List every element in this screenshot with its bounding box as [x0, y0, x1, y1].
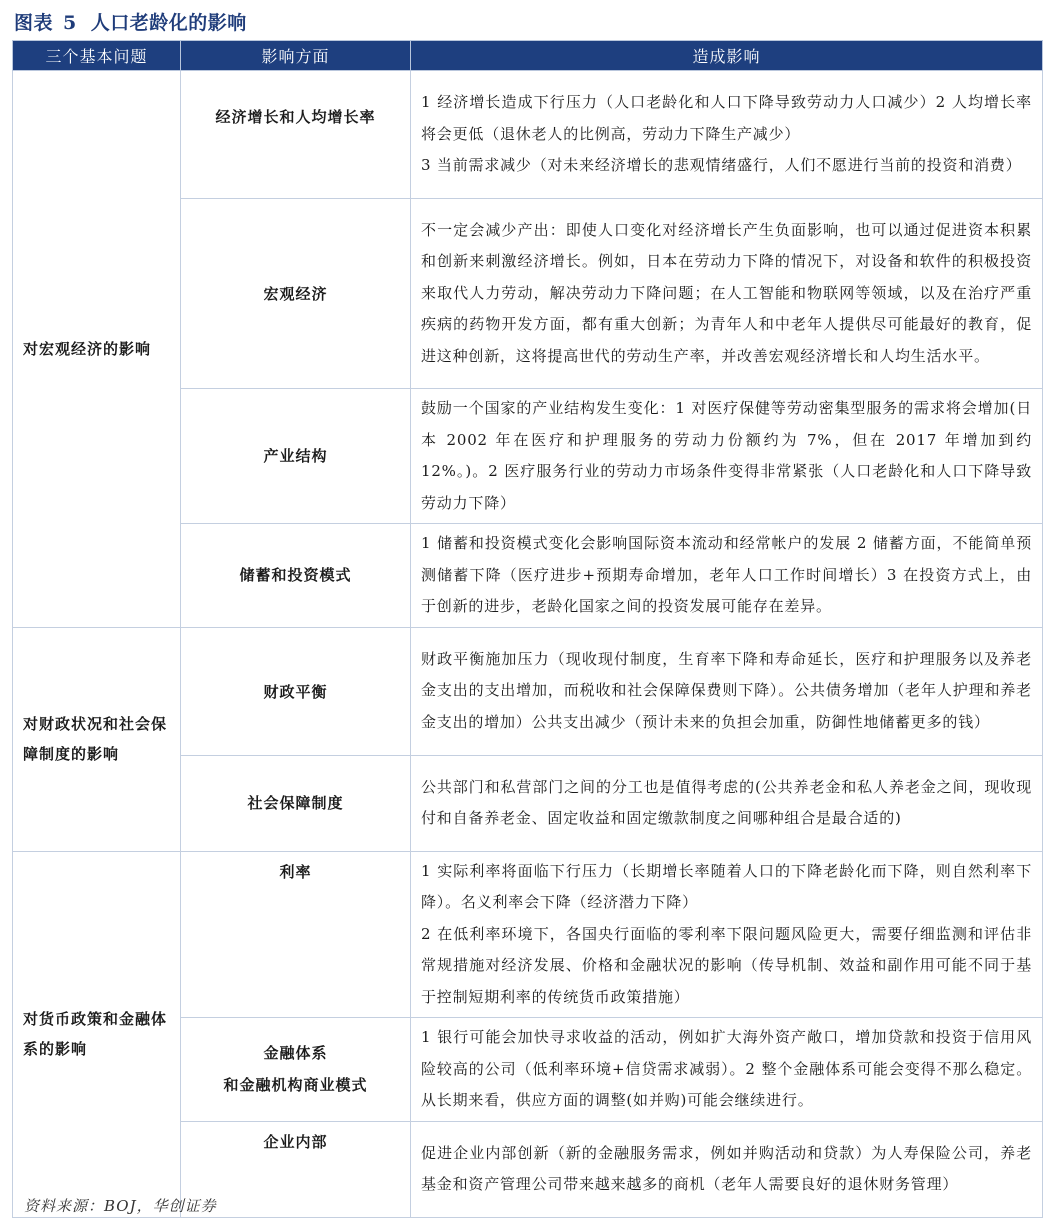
header-basic-issues: 三个基本问题 [13, 41, 181, 71]
effect-paragraph: 1 实际利率将面临下行压力（长期增长率随着人口的下降老龄化而下降，则自然利率下降）。名义利率会下降（经济潜力下降） [421, 861, 1032, 911]
effect-paragraph: 1 经济增长造成下行压力（人口老龄化和人口下降导致劳动力人口减少）2 人均增长率将会更低（退休老人的比例高，劳动力下降生产减少） [421, 93, 1032, 143]
effect-cell [411, 199, 1043, 389]
aspect-social-security: 社会保障制度 [181, 755, 411, 851]
effect-cell [411, 524, 1043, 628]
aspect-macro-economy: 宏观经济 [181, 199, 411, 389]
table-row [13, 71, 1043, 199]
aspect-fiscal-balance: 财政平衡 [181, 627, 411, 755]
effect-cell [411, 71, 1043, 199]
figure-label: 图表 [14, 12, 54, 34]
effect-paragraph: 1 储蓄和投资模式变化会影响国际资本流动和经常帐户的发展 2 储蓄方面，不能简单预测储蓄下降（医疗进步+预期寿命增加，老年人口工作时间增长）3 在投资方式上，由于创新的进步，老龄化国家之间的投资发展可能存在差异。 [421, 534, 1032, 615]
effect-paragraph: 3 当前需求减少（对未来经济增长的悲观情绪盛行，人们不愿进行当前的投资和消费） [421, 156, 1022, 175]
table-row [13, 627, 1043, 755]
effect-cell [411, 851, 1043, 1018]
effect-paragraph: 财政平衡施加压力（现收现付制度，生育率下降和寿命延长，医疗和护理服务以及养老金支出的支出增加，而税收和社会保障保费则下降）。公共债务增加（老年人护理和养老金支出的增加）公共支出减少（预计未来的负担会加重，防御性地储蓄更多的钱） [421, 649, 1032, 731]
figure-title-text: 人口老龄化的影响 [90, 12, 247, 34]
effect-cell [411, 1018, 1043, 1122]
aspect-enterprise-internal: 企业内部 [181, 1121, 411, 1217]
effect-cell [411, 627, 1043, 755]
figure-number: 5 [63, 12, 77, 34]
table-header-row [13, 41, 1043, 71]
aspect-interest-rate: 利率 [181, 851, 411, 1018]
effect-paragraph: 鼓励一个国家的产业结构发生变化：1 对医疗保健等劳动密集型服务的需求将会增加(日本 2002 年在医疗和护理服务的劳动力份额约为 7%，但在 2017 年增加到约 12%。)。2 医疗服务行业的劳动力市场条件变得非常紧张（人口老龄化和人口下降导致劳动力下降） [421, 399, 1032, 512]
group-fiscal-social-security: 对财政状况和社会保障制度的影响 [13, 627, 181, 851]
effect-paragraph: 不一定会减少产出：即使人口变化对经济增长产生负面影响，也可以通过促进资本积累和创新来刺激经济增长。例如，日本在劳动力下降的情况下，对设备和软件的积极投资来取代人力劳动，解决劳动力下降问题；在人工智能和物联网等领域，以及在治疗严重疾病的药物开发方面，都有重大创新；为青年人和中老年人提供尽可能最好的教育，促进这种创新，这将提高世代的劳动生产率，并改善宏观经济增长和人均生活水平。 [421, 220, 1032, 365]
effect-paragraph: 公共部门和私营部门之间的分工也是值得考虑的(公共养老金和私人养老金之间，现收现付和自备养老金、固定收益和固定缴款制度之间哪种组合是最合适的) [421, 777, 1032, 827]
aspect-line: 和金融机构商业模式 [223, 1076, 368, 1095]
aspect-saving-investment: 储蓄和投资模式 [181, 524, 411, 628]
figure-title [14, 8, 247, 38]
effect-paragraph: 促进企业内部创新（新的金融服务需求，例如并购活动和贷款）为人寿保险公司，养老基金和资产管理公司带来越来越多的商机（老年人需要良好的退休财务管理） [421, 1143, 1032, 1193]
header-aspect: 影响方面 [181, 41, 411, 71]
aspect-industrial-structure: 产业结构 [181, 389, 411, 524]
header-effect: 造成影响 [411, 41, 1043, 71]
aspect-line: 金融体系 [263, 1044, 328, 1063]
table-row [13, 851, 1043, 1018]
impact-table [12, 40, 1043, 1218]
effect-paragraph: 2 在低利率环境下，各国央行面临的零利率下限问题风险更大，需要仔细监测和评估非常规措施对经济发展、价格和金融状况的影响（传导机制、效益和副作用可能不同于基于控制短期利率的传统货币政策措施） [421, 924, 1032, 1006]
aspect-financial-system [181, 1018, 411, 1122]
group-monetary-financial: 对货币政策和金融体系的影响 [13, 851, 181, 1217]
source-note: 资料来源：BOJ，华创证券 [24, 1197, 217, 1215]
effect-paragraph: 1 银行可能会加快寻求收益的活动，例如扩大海外资产敞口，增加贷款和投资于信用风险较高的公司（低利率环境+信贷需求减弱）。2 整个金融体系可能会变得不那么稳定。从长期来看，供应方面的调整(如并购)可能会继续进行。 [421, 1028, 1032, 1109]
effect-cell [411, 389, 1043, 524]
effect-cell [411, 1121, 1043, 1217]
effect-cell [411, 755, 1043, 851]
aspect-growth-rate: 经济增长和人均增长率 [181, 71, 411, 199]
group-macro-economy: 对宏观经济的影响 [13, 71, 181, 628]
